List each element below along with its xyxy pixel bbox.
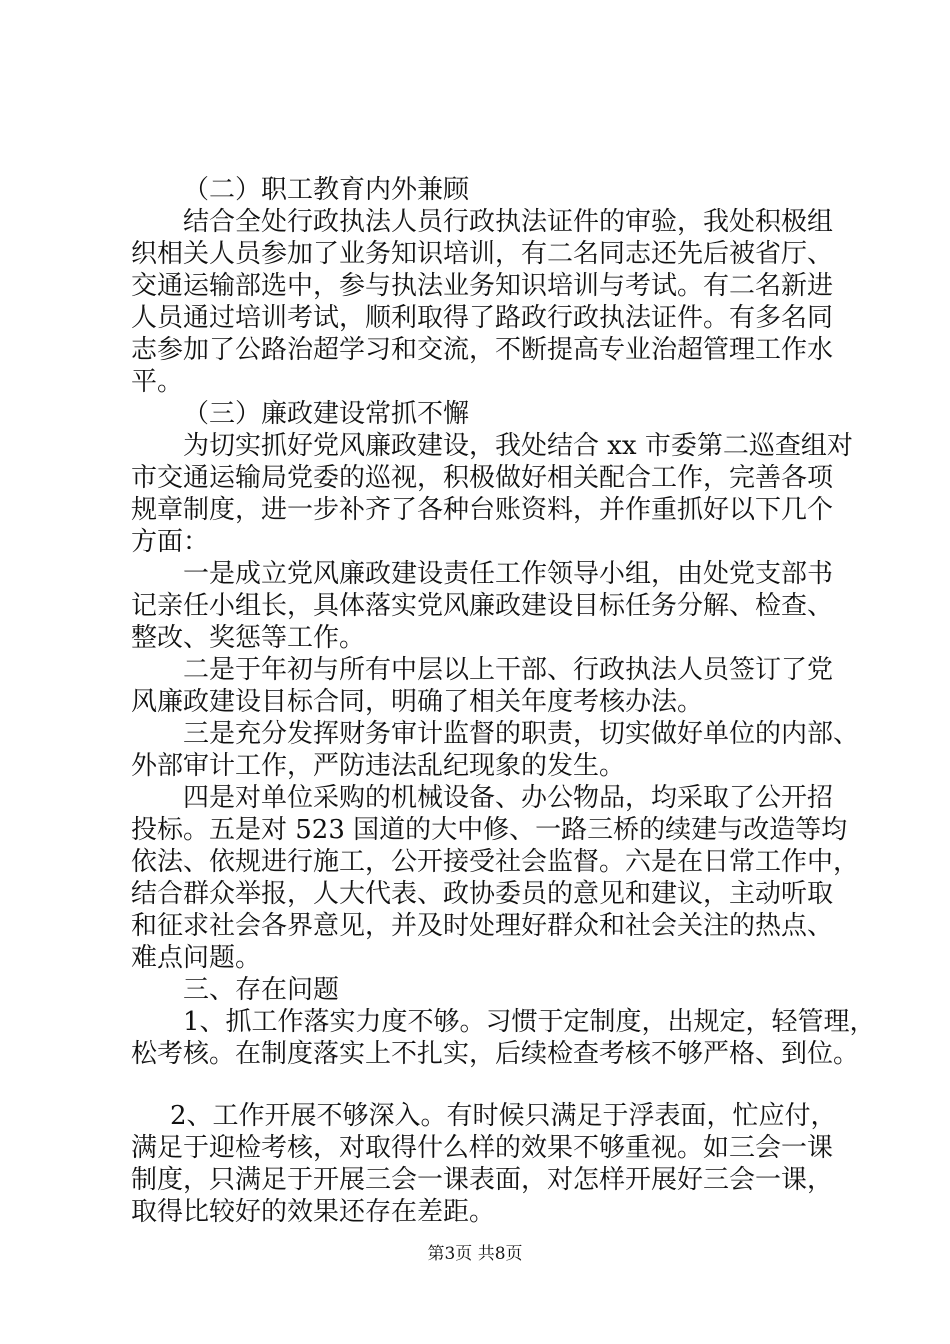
paragraph-line: 四是对单位采购的机械设备、办公物品，均采取了公开招 — [183, 783, 834, 813]
page-footer: 第3页 共8页 — [427, 1244, 523, 1264]
paragraph-line: 外部审计工作，严防违法乱纪现象的发生。 — [131, 751, 626, 781]
paragraph-line: 方面： — [131, 527, 210, 557]
paragraph-line: 取得比较好的效果还存在差距。 — [131, 1197, 496, 1227]
paragraph-line: 一是成立党风廉政建设责任工作领导小组，由处党支部书 — [183, 559, 834, 589]
paragraph-line: 结合全处行政执法人员行政执法证件的审验，我处积极组 — [183, 207, 834, 237]
paragraph-line: 交通运输部选中，参与执法业务知识培训与考试。有二名新进 — [131, 271, 834, 301]
paragraph-line: 结合群众举报，人大代表、政协委员的意见和建议，主动听取 — [131, 879, 834, 909]
paragraph-line: 市交通运输局党委的巡视，积极做好相关配合工作，完善各项 — [131, 463, 834, 493]
paragraph-line: 三是充分发挥财务审计监督的职责，切实做好单位的内部、 — [183, 719, 860, 749]
section-heading: （二）职工教育内外兼顾 — [183, 175, 470, 205]
paragraph-line: 风廉政建设目标合同，明确了相关年度考核办法。 — [131, 687, 704, 717]
paragraph-line: 整改、奖惩等工作。 — [131, 623, 366, 653]
paragraph-line: 记亲任小组长，具体落实党风廉政建设目标任务分解、检查、 — [131, 591, 834, 621]
paragraph-line: 投标。五是对 523 国道的大中修、一路三桥的续建与改造等均 — [131, 815, 848, 845]
paragraph-line: 为切实抓好党风廉政建设，我处结合 xx 市委第二巡查组对 — [183, 431, 853, 461]
section-heading: （三）廉政建设常抓不懈 — [183, 399, 470, 429]
paragraph-line: 制度，只满足于开展三会一课表面，对怎样开展好三会一课， — [131, 1165, 834, 1195]
paragraph-line: 平。 — [131, 367, 184, 397]
paragraph-line: 人员通过培训考试，顺利取得了路政行政执法证件。有多名同 — [131, 303, 834, 333]
paragraph-line: 难点问题。 — [131, 943, 262, 973]
paragraph-line: 松考核。在制度落实上不扎实，后续检查考核不够严格、到位。 — [131, 1039, 860, 1069]
paragraph-line: 织相关人员参加了业务知识培训，有二名同志还先后被省厅、 — [131, 239, 834, 269]
paragraph-line: 满足于迎检考核，对取得什么样的效果不够重视。如三会一课 — [131, 1133, 834, 1163]
section-heading: 三、存在问题 — [183, 975, 340, 1005]
paragraph-line: 和征求社会各界意见，并及时处理好群众和社会关注的热点、 — [131, 911, 834, 941]
paragraph-line: 依法、依规进行施工，公开接受社会监督。六是在日常工作中， — [131, 847, 860, 877]
paragraph-line: 规章制度，进一步补齐了各种台账资料，并作重抓好以下几个 — [131, 495, 834, 525]
paragraph-line: 志参加了公路治超学习和交流，不断提高专业治超管理工作水 — [131, 335, 834, 365]
paragraph-line: 1、抓工作落实力度不够。习惯于定制度，出规定，轻管理， — [183, 1007, 876, 1037]
paragraph-line: 二是于年初与所有中层以上干部、行政执法人员签订了党 — [183, 655, 834, 685]
paragraph-line: 2、工作开展不够深入。有时候只满足于浮表面，忙应付， — [170, 1101, 837, 1131]
